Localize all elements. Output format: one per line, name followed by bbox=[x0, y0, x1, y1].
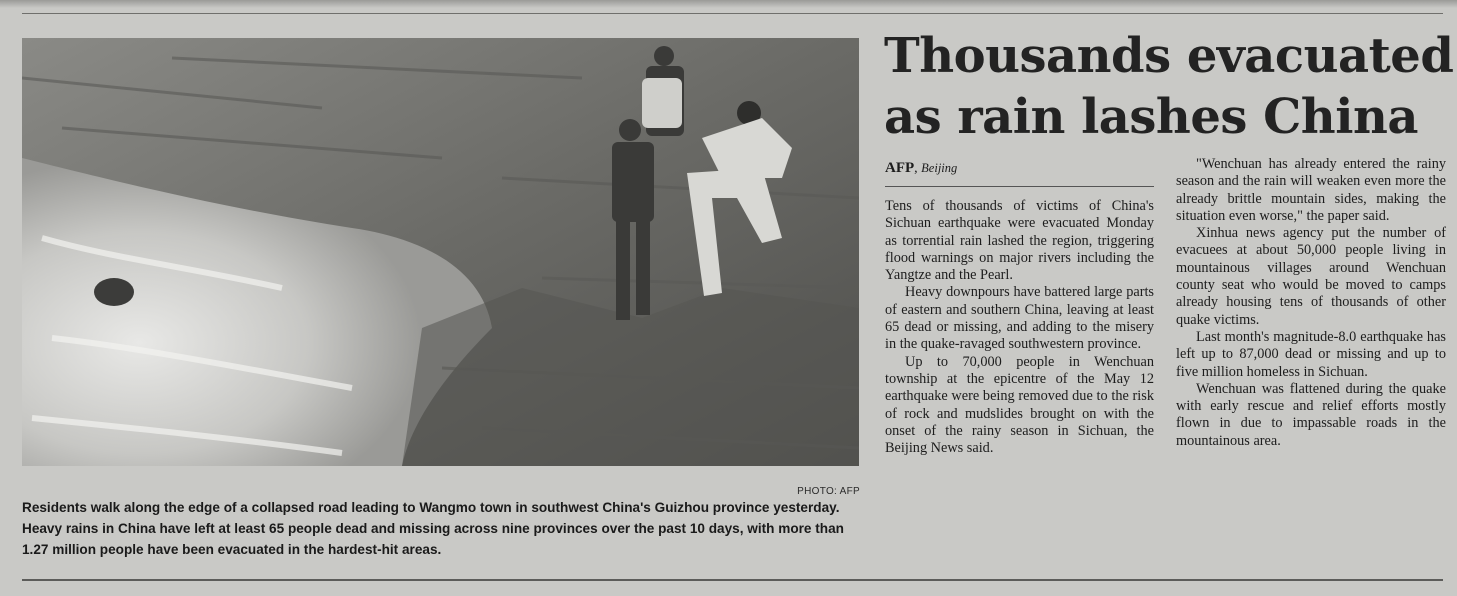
photo-caption: Residents walk along the edge of a collapsed road leading to Wangmo town in southwest China's Guizhou province yesterday. Heavy rains in China have left at least 65 people dead and missing across nine provinces over the past 10 days, with more than 1.27 million people have been evacuated in the hardest-hit areas. bbox=[22, 500, 844, 557]
article-column-1 bbox=[885, 160, 1154, 457]
headline: Thousands evacuated as rain lashes China bbox=[884, 28, 1454, 145]
bottom-rule bbox=[22, 579, 1443, 581]
byline: AFP, Beijing bbox=[885, 160, 1154, 187]
byline-city: Beijing bbox=[921, 161, 958, 175]
top-rule bbox=[22, 13, 1443, 14]
previous-article-edge bbox=[0, 0, 1457, 8]
article-paragraph: Last month's magnitude-8.0 earthquake has left up to 87,000 dead or missing and up to five million homeless in Sichuan. bbox=[1176, 328, 1446, 380]
article-paragraph: Heavy downpours have battered large parts of eastern and southern China, leaving at least 65 dead or missing, and adding to the misery in the quake-ravaged southwestern province. bbox=[885, 284, 1154, 353]
byline-agency: AFP bbox=[885, 160, 915, 176]
article-paragraph: Xinhua news agency put the number of evacuees at about 50,000 people living in mountainous villages around Wenchuan county seat who would be moved to camps already housing tens of thousands of other quake victims. bbox=[1176, 225, 1446, 328]
article-column-2 bbox=[1176, 156, 1446, 450]
photo-credit: PHOTO: AFP bbox=[797, 486, 860, 497]
article-paragraph: "Wenchuan has already entered the rainy season and the rain will weaken even more the already brittle mountain sides, making the situation even worse," the paper said. bbox=[1176, 156, 1446, 224]
article-paragraph: Up to 70,000 people in Wenchuan township at the epicentre of the May 12 earthquake were being removed due to the risk of rock and mudslides brought on with the onset of the rainy season in Sichuan, the Beijing News said. bbox=[885, 353, 1154, 457]
photo-rescue-cliff-icon bbox=[22, 38, 859, 466]
article-paragraph: Wenchuan was flattened during the quake with early rescue and relief efforts mostly flown in due to impassable roads in the mountainous area. bbox=[1176, 380, 1446, 449]
news-photo bbox=[22, 38, 859, 466]
article-paragraph: Tens of thousands of victims of China's Sichuan earthquake were evacuated Monday as torrential rain lashed the region, triggering flood warnings on major rivers including the Yangtze and the Pearl. bbox=[885, 198, 1154, 284]
